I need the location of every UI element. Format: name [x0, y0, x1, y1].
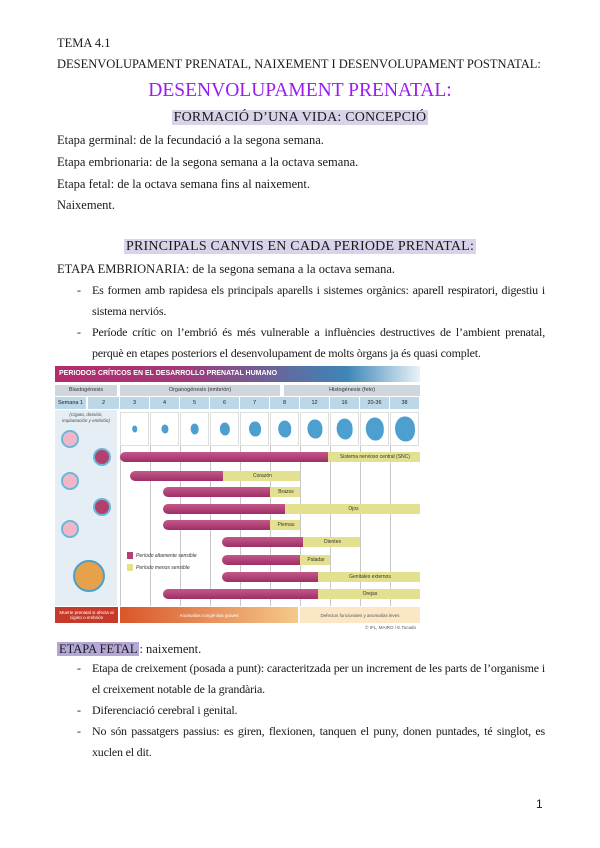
blastula-illustration	[61, 520, 79, 538]
embryo-shape	[336, 419, 353, 440]
week-label: 2	[88, 397, 119, 409]
cell-division-illustration	[61, 472, 79, 490]
figure-title: PERIODOS CRÍTICOS EN EL DESARROLLO PRENATAL HUMANO	[55, 366, 420, 382]
high-sensitivity-segment	[120, 452, 328, 462]
critical-period-bar	[222, 555, 330, 565]
embryo-shape	[161, 425, 168, 434]
paragraph-fetal: Etapa fetal: de la octava semana fins al naixement.	[57, 177, 311, 191]
embryo-illustration	[270, 412, 299, 446]
week-label: 4	[150, 397, 179, 409]
blastocyst-illustration	[93, 498, 111, 516]
week-label: Semana 1	[55, 397, 86, 409]
section-heading-concepcio	[0, 109, 600, 126]
high-sensitivity-segment	[130, 471, 223, 481]
topic-label: TEMA 4.1	[57, 36, 111, 50]
embryo-illustration	[150, 412, 179, 446]
bullet-item	[77, 658, 545, 700]
critical-period-bar	[163, 589, 420, 599]
bar-label: Sistema nervioso central (SNC)	[339, 454, 410, 460]
implantation-illustration	[73, 560, 105, 592]
week-label: 7	[240, 397, 269, 409]
week-label: 12	[300, 397, 329, 409]
bullet-dash: -	[77, 325, 81, 339]
bullet-text: Es formen amb rapidesa els principals aparells i sistemes orgànics: aparell respiratori, digestiu i sistema nerviós.	[92, 283, 545, 318]
embryo-shape	[219, 423, 229, 436]
section-heading-canvis	[0, 238, 600, 255]
week-label: 8	[270, 397, 299, 409]
bullet-item	[77, 322, 545, 364]
grid-line	[150, 446, 151, 606]
embryo-shape	[307, 420, 322, 439]
critical-period-bar	[163, 504, 420, 514]
bullet-dash: -	[77, 703, 81, 717]
embryo-illustration	[390, 412, 419, 446]
week-label: 38	[390, 397, 419, 409]
critical-period-bar	[163, 487, 300, 497]
zygote-illustration	[61, 430, 79, 448]
legend-swatch-high	[127, 552, 133, 559]
embryo-shape	[365, 418, 383, 441]
document-subtitle: DESENVOLUPAMENT PRENATAL, NAIXEMENT I DESENVOLUPAMENT POSTNATAL:	[57, 57, 541, 71]
embryo-illustration	[330, 412, 359, 446]
embryo-shape	[278, 421, 292, 438]
high-sensitivity-segment	[163, 589, 318, 599]
grid-line	[390, 446, 391, 606]
legend-label: Período altamente sensible	[136, 552, 197, 559]
week-label: 6	[210, 397, 239, 409]
bar-label: Brazos	[278, 489, 294, 495]
outcome-label: Anomalías congénitas graves	[120, 607, 298, 623]
etapa-fetal-label: ETAPA FETAL	[59, 642, 138, 656]
germinal-note: (Cigoto, división, implantación y embrión)	[62, 412, 110, 423]
bar-label: Piernas	[277, 522, 295, 528]
critical-period-bar	[120, 452, 420, 462]
bar-label: Dientes	[324, 539, 341, 545]
bullet-text: Període crític on l’embrió és més vulnerable a influències destructives de l’ambient prenatal, perquè en etapes posteriors el desenvolupament de molts òrgans ja és quasi complet.	[92, 325, 545, 360]
embryo-illustration	[120, 412, 149, 446]
grid-line	[330, 446, 331, 606]
embryo-illustration	[300, 412, 329, 446]
bar-label: Paladar	[307, 557, 325, 563]
bar-label: Corazón	[252, 473, 272, 479]
outcome-label: Muerte prenatal si afecta al cigoto o embrión	[55, 607, 118, 623]
etapa-embrionaria-line: ETAPA EMBRIONARIA: de la segona semana a la octava semana.	[57, 262, 396, 276]
bullet-text: Diferenciació cerebral i genital.	[92, 703, 238, 717]
paragraph-germinal: Etapa germinal: de la fecundació a la segona semana.	[57, 133, 324, 147]
bullet-item	[77, 280, 545, 322]
section-heading-text: PRINCIPALS CANVIS EN CADA PERIODE PRENATAL:	[125, 239, 475, 254]
germinal-column	[55, 410, 117, 606]
phase-label: Blastogénesis	[55, 385, 117, 396]
bullet-dash: -	[77, 283, 81, 297]
embryo-illustration	[240, 412, 269, 446]
outcome-label: Defectos funcionales y anomalías leves	[300, 607, 420, 623]
embryo-illustration	[210, 412, 239, 446]
bar-label: Ojos	[348, 506, 359, 512]
legend-high	[127, 552, 197, 560]
grid-line	[300, 446, 301, 606]
week-label: 3	[120, 397, 149, 409]
legend-label: Período menos sensible	[136, 564, 190, 571]
morula-illustration	[93, 448, 111, 466]
paragraph-embrionaria: Etapa embrionaria: de la segona semana a la octava semana.	[57, 155, 359, 169]
fetal-bullet-list	[77, 658, 545, 763]
page-number: 1	[536, 797, 543, 811]
legend-low	[127, 564, 190, 572]
high-sensitivity-segment	[222, 537, 303, 547]
bar-label: Genitales externos	[349, 574, 391, 580]
phase-label: Organogénesis (embrión)	[120, 385, 280, 396]
week-label: 5	[180, 397, 209, 409]
etapa-fetal-rest: : naixement.	[139, 642, 202, 656]
high-sensitivity-segment	[163, 487, 270, 497]
embryo-illustration	[360, 412, 389, 446]
critical-period-bar	[130, 471, 300, 481]
embrionaria-bullet-list	[77, 280, 545, 364]
high-sensitivity-segment	[222, 555, 300, 565]
bullet-item	[77, 721, 545, 763]
embryo-shape	[190, 424, 199, 435]
etapa-fetal-line	[57, 641, 201, 657]
high-sensitivity-segment	[222, 572, 318, 582]
critical-period-bar	[222, 537, 360, 547]
grid-line	[120, 446, 121, 606]
embryo-shape	[249, 422, 261, 437]
bar-label: Orejas	[362, 591, 378, 597]
critical-period-bar	[163, 520, 300, 530]
grid-line	[360, 446, 361, 606]
embryo-shape	[132, 426, 138, 433]
critical-period-bar	[222, 572, 420, 582]
week-label: 20-36	[360, 397, 389, 409]
paragraph-naixement: Naixement.	[57, 198, 115, 212]
bullet-dash: -	[77, 724, 81, 738]
bullet-text: No són passatgers passius: es giren, flexionen, tanquen el puny, donen puntades, té singlot, es xuclen el dit.	[92, 724, 545, 759]
section-heading-text: FORMACIÓ D’UNA VIDA: CONCEPCIÓ	[173, 110, 427, 125]
figure-credit: © IFL, MAIRO / E.Tocado	[365, 625, 416, 630]
bullet-text: Etapa de creixement (posada a punt): caracteritzada per un increment de les parts de l’organisme i el creixement notable de la grandària.	[92, 661, 545, 696]
page-title: DESENVOLUPAMENT PRENATAL:	[148, 80, 452, 101]
phase-label: Histogénesis (feto)	[284, 385, 420, 396]
week-label: 16	[330, 397, 359, 409]
high-sensitivity-segment	[163, 504, 285, 514]
critical-periods-figure	[55, 366, 420, 632]
embryo-shape	[395, 417, 415, 442]
legend-swatch-low	[127, 564, 133, 571]
bullet-dash: -	[77, 661, 81, 675]
embryo-illustration	[180, 412, 209, 446]
bullet-item	[77, 700, 545, 721]
high-sensitivity-segment	[163, 520, 270, 530]
